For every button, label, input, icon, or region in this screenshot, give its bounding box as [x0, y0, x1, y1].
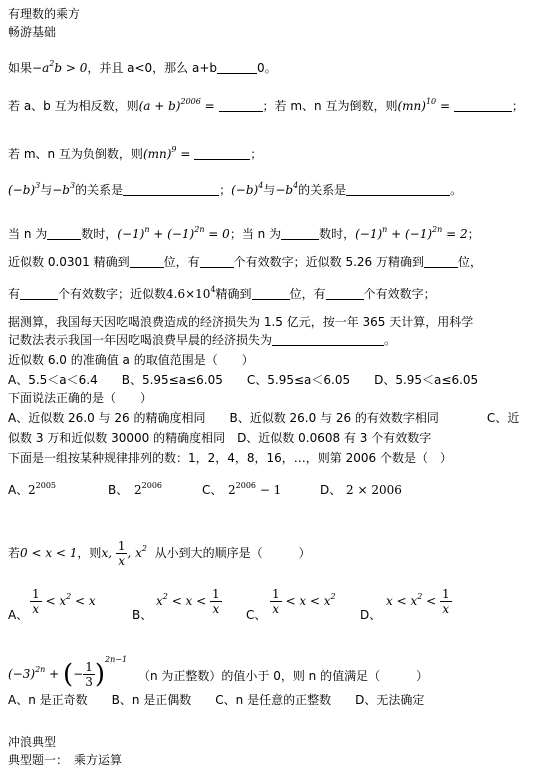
question-1: 如果$-a^2b > 0$，并且 a<0，那么 a+b 0。	[8, 59, 277, 75]
question-10-options-1: A、近似数 26.0 与 26 的精确度相同 B、近似数 26.0 与 26 的有效数字相同 C、近	[8, 411, 520, 425]
question-4: $(-b)^3$与$-b^3$的关系是 ；$(-b)^4$与$-b^4$的关系是 。	[8, 181, 463, 197]
question-6: 近似数 0.0301 精确到 位，有 个有效数字；近似数 5.26 万精确到 位，	[8, 255, 483, 269]
question-5: 当 n 为 数时，$(-1)^n + (-1)^{2n} = 0$；当 n 为 数时，$(-1)^n + (-1)^{2n} = 2$；	[8, 225, 480, 241]
typical-problem-1-heading: 典型题一： 乘方运算	[8, 753, 123, 767]
question-8-line-1: 据测算，我国每天因吃喝浪费造成的经济损失为 1.5 亿元，按一年 365 天计算，用科学	[8, 315, 474, 329]
question-12-options: A、 $\frac{1}{x}$ < $x^2$ < xB、$x^2 < x$ < $\frac{1}{x}$ C、 $\frac{1}{x}$ < $x < x^2D$、$x < x^2$ < $\frac{1}{x}$	[8, 587, 450, 622]
question-13-expression: $(-3)^{2n}$ + (− $\frac{1}{3}$ )$^{2n-1}$	[8, 655, 128, 690]
question-9-options: A、5.5＜a＜6.4 B、5.95≤a≤6.05 C、5.95≤a＜6.05 D、5.95＜a≤6.05	[8, 373, 479, 387]
question-8-line-2: 记数法表示我国一年因吃喝浪费早晨的经济损失为 。	[8, 333, 397, 347]
question-7: 有 个有效数字；近似数$4.6\times 10^4$精确到 位，有 个有效数字；	[8, 285, 436, 301]
question-9-stem: 近似数 6.0 的准确值 a 的取值范围是（ ）	[8, 353, 254, 367]
question-2: 若 a、b 互为相反数，则$(a + b)^{2006}$ = ；若 m、n 互为倒数，则(mn)$^{10}$ = ；	[8, 97, 524, 113]
page-title: 有理数的乘方	[8, 7, 81, 21]
section-heading-basics: 畅游基础	[8, 25, 57, 39]
question-13-options: A、n 是正奇数 B、n 是正偶数 C、n 是任意的正整数 D、无法确定	[8, 693, 425, 707]
question-12-stem: 若0 < x < 1，则x, $\frac{1}{x}$ , $x^2$ 从小到大的顺序是（ ）	[8, 539, 311, 568]
section-heading-typical: 冲浪典型	[8, 735, 57, 749]
question-3: 若 m、n 互为负倒数，则(mn)$^9$ = ；	[8, 145, 263, 161]
question-11-stem: 下面是一组按某种规律排列的数：1，2，4，8，16，…，则第 2006 个数是（ ）	[8, 451, 452, 465]
question-10-stem: 下面说法正确的是（ ）	[8, 391, 153, 405]
question-11-options: A、$2^{2005}$ B、 $2^{2006}$ C、 $2^{2006} - 1$ D、 2 × 2006	[8, 481, 402, 497]
question-10-options-2: 似数 3 万和近似数 30000 的精确度相同 D、近似数 0.0608 有 3 个有效数字	[8, 431, 432, 445]
question-13-stem: （n 为正整数）的值小于 0，则 n 的值满足（ ）	[138, 669, 429, 683]
